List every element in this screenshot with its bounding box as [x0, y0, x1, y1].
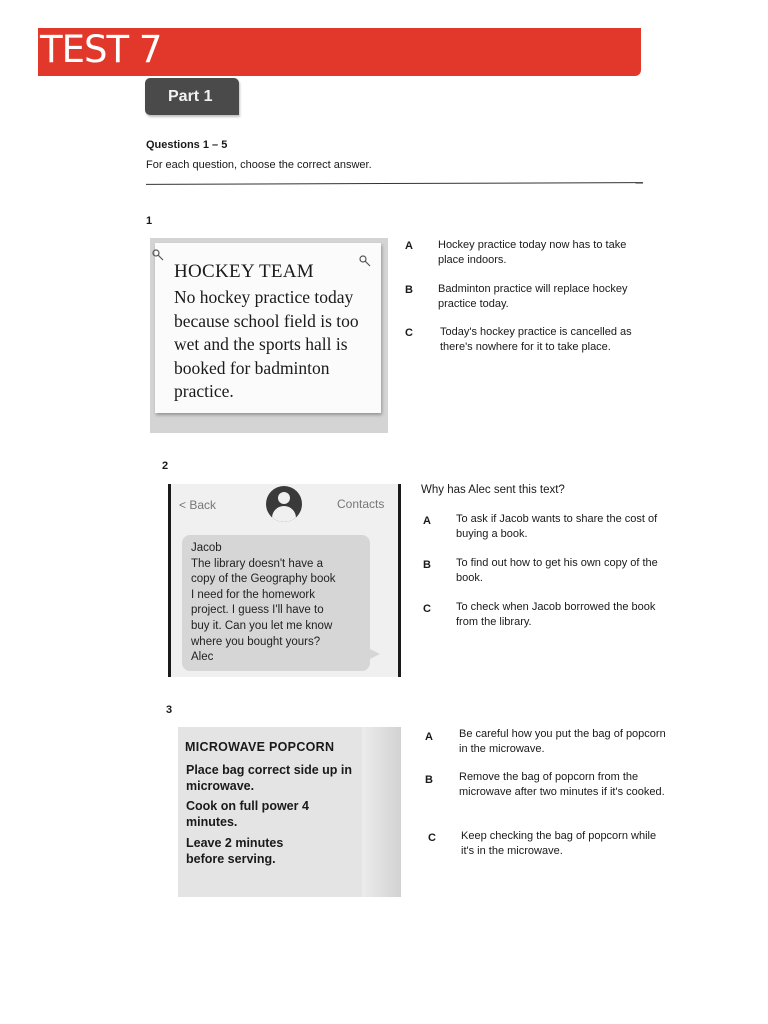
popcorn-instruction: Place bag correct side up in microwave. [186, 763, 353, 793]
bubble-tail [368, 648, 380, 660]
option-text[interactable]: Remove the bag of popcorn from the microwave after two minutes if it's cooked. [459, 771, 665, 798]
message-line: project. I guess I'll have to [191, 604, 324, 617]
notice-body: No hockey practice today because school field is too wet and the sports hall is booked for badminton practice. [174, 287, 359, 401]
option-letter[interactable]: A [423, 515, 431, 527]
popcorn-instruction: Cook on full power 4 minutes. [186, 799, 309, 829]
pushpin-icon [151, 248, 165, 265]
option-text[interactable]: To find out how to get his own copy of the book. [456, 557, 658, 584]
contacts-link[interactable]: Contacts [337, 497, 385, 511]
option-letter[interactable]: B [405, 284, 413, 296]
pushpin-icon [358, 254, 372, 271]
message-line: The library doesn't have a [191, 557, 323, 570]
user-avatar-icon [266, 486, 302, 522]
popcorn-instruction: Leave 2 minutes before serving. [186, 836, 284, 866]
phone-frame [398, 484, 401, 677]
test-title: TEST 7 [40, 28, 162, 71]
option-text[interactable]: Be careful how you put the bag of popcorn in the microwave. [459, 728, 666, 755]
option-letter[interactable]: B [425, 774, 433, 786]
option-letter[interactable]: A [405, 240, 413, 252]
option-text[interactable]: Badminton practice will replace hockey practice today. [438, 283, 628, 310]
message-line: Jacob [191, 542, 222, 554]
message-line: copy of the Geography book [191, 573, 336, 586]
popcorn-label-fold [362, 727, 401, 897]
question-number: 3 [166, 704, 173, 716]
message-line: where you bought yours? [191, 635, 321, 648]
message-text [191, 541, 366, 666]
phone-frame [168, 484, 171, 677]
option-letter[interactable]: C [428, 832, 436, 844]
option-letter[interactable]: A [425, 731, 433, 743]
questions-heading: Questions 1 – 5 [146, 139, 228, 151]
divider [146, 182, 643, 185]
option-text[interactable]: To ask if Jacob wants to share the cost of buying a book. [456, 513, 658, 540]
question-text: Why has Alec sent this text? [421, 484, 565, 496]
message-line: I need for the homework [191, 588, 316, 601]
option-letter[interactable]: B [423, 559, 431, 571]
instruction-text: For each question, choose the correct answer. [146, 159, 372, 171]
option-text[interactable]: To check when Jacob borrowed the book from the library. [456, 601, 656, 628]
popcorn-title: MICROWAVE POPCORN [185, 740, 335, 754]
option-text[interactable]: Hockey practice today now has to take place indoors. [438, 239, 627, 266]
option-letter[interactable]: C [405, 327, 413, 339]
part-label: Part 1 [168, 88, 213, 105]
message-line: Alec [191, 651, 214, 664]
notice-title: HOCKEY TEAM [174, 261, 314, 282]
option-text[interactable]: Keep checking the bag of popcorn while it's in the microwave. [461, 830, 657, 857]
back-link[interactable]: < Back [179, 498, 217, 512]
option-letter[interactable]: C [423, 603, 431, 615]
question-number: 1 [146, 215, 153, 227]
message-line: buy it. Can you let me know [191, 619, 333, 632]
option-text[interactable]: Today's hockey practice is cancelled as there's nowhere for it to take place. [440, 326, 632, 353]
question-number: 2 [162, 460, 169, 472]
